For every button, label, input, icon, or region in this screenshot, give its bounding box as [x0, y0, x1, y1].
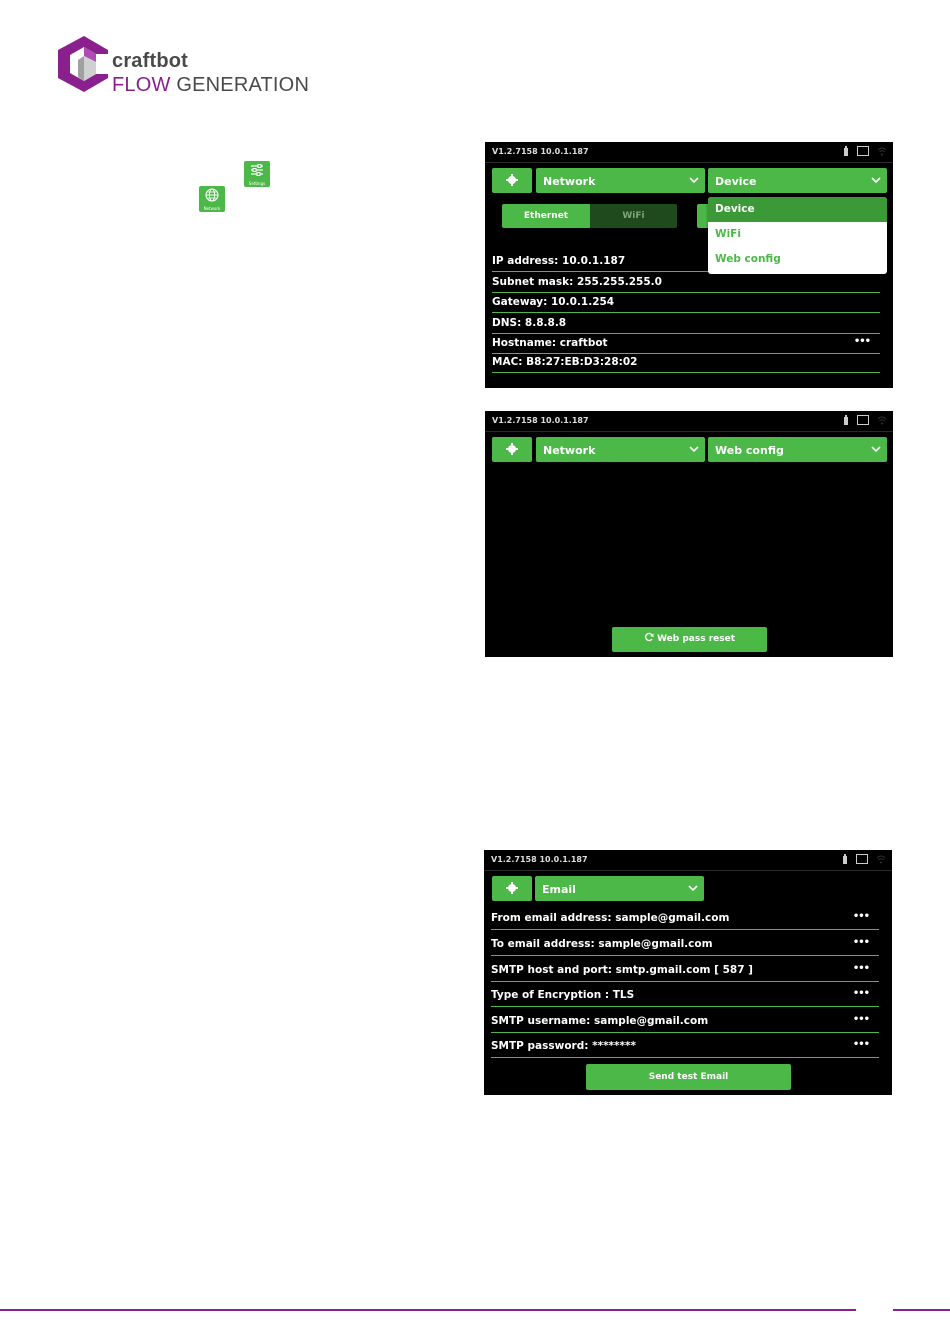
usb-icon [843, 146, 849, 156]
info-row [492, 313, 880, 334]
tagline-rest: GENERATION [170, 74, 310, 96]
mac-address: MAC: B8:27:EB:D3:28:02 [492, 356, 638, 368]
info-row [491, 960, 879, 982]
encryption-edit-button[interactable]: ••• [852, 988, 869, 999]
chevron-down-icon [871, 176, 881, 184]
settings-caption: Settings [248, 181, 266, 186]
info-row [492, 333, 880, 354]
from-email-edit-button[interactable]: ••• [852, 911, 869, 922]
network-app-icon [199, 186, 225, 212]
screen-network-device [485, 142, 893, 388]
version-label: V1.2.7158 10.0.1.187 [492, 147, 589, 156]
globe-icon [205, 188, 219, 202]
smtp-host-port: SMTP host and port: smtp.gmail.com [ 587 ] [491, 964, 753, 976]
send-test-email-button[interactable]: Send test Email [586, 1064, 791, 1090]
ip-address: IP address: 10.0.1.187 [492, 255, 626, 267]
hostname-edit-button[interactable]: ••• [853, 336, 870, 347]
tab-wifi[interactable]: WiFi [590, 204, 677, 228]
gear-icon [506, 174, 518, 186]
to-email: To email address: sample@gmail.com [491, 938, 713, 950]
smtp-password: SMTP password: ******** [491, 1040, 637, 1052]
smtp-password-edit-button[interactable]: ••• [852, 1039, 869, 1050]
menu-item-device[interactable]: Device [708, 197, 887, 222]
tab-ethernet[interactable]: Ethernet [502, 204, 590, 228]
screen-icon [857, 415, 869, 425]
screen-email [484, 850, 892, 1095]
status-bar [485, 142, 893, 163]
chevron-down-icon [689, 176, 699, 184]
web-pass-reset-label: Web pass reset [657, 634, 736, 644]
settings-app-icon [244, 161, 270, 187]
subnet-mask: Subnet mask: 255.255.255.0 [492, 276, 662, 288]
chevron-down-icon [871, 445, 881, 453]
info-row [492, 352, 880, 373]
web-config-dropdown[interactable] [708, 437, 887, 462]
device-dropdown[interactable] [708, 168, 887, 193]
info-row [492, 292, 880, 313]
footer-divider [0, 1309, 856, 1311]
menu-item-wifi[interactable]: WiFi [715, 228, 741, 240]
refresh-icon [644, 632, 654, 642]
screen-network-web-config [485, 411, 893, 657]
smtp-username: SMTP username: sample@gmail.com [491, 1015, 709, 1027]
email-dropdown-label: Email [542, 883, 576, 896]
hostname: Hostname: craftbot [492, 337, 608, 349]
gear-icon [506, 882, 518, 894]
gear-icon [506, 443, 518, 455]
network-dropdown-label: Network [543, 444, 596, 457]
network-caption: Network [203, 206, 221, 211]
brand-tagline [112, 74, 309, 97]
info-row [491, 1011, 879, 1033]
info-row [492, 272, 880, 293]
info-row [491, 1036, 879, 1058]
info-row [491, 985, 879, 1007]
web-pass-reset-button[interactable] [612, 627, 767, 652]
device-dropdown-label: Device [715, 175, 757, 188]
web-config-dropdown-label: Web config [715, 444, 784, 457]
footer-divider-right [893, 1309, 950, 1311]
usb-icon [842, 854, 848, 864]
usb-icon [843, 415, 849, 425]
screen-icon [856, 854, 868, 864]
settings-gear-button[interactable] [492, 168, 532, 193]
settings-gear-button[interactable] [492, 876, 532, 901]
device-dropdown-menu [708, 197, 887, 274]
wifi-icon [877, 415, 887, 425]
info-row [491, 908, 879, 930]
network-dropdown-label: Network [543, 175, 596, 188]
smtp-username-edit-button[interactable]: ••• [852, 1014, 869, 1025]
menu-item-web-config[interactable]: Web config [715, 253, 781, 265]
info-row [491, 934, 879, 956]
sliders-icon [250, 163, 264, 177]
settings-gear-button[interactable] [492, 437, 532, 462]
chevron-down-icon [689, 445, 699, 453]
brand-name: craftbot [112, 50, 189, 72]
version-label: V1.2.7158 10.0.1.187 [491, 855, 588, 864]
status-bar [485, 411, 893, 432]
encryption-type: Type of Encryption : TLS [491, 989, 635, 1001]
craftbot-logo [56, 34, 316, 98]
email-dropdown[interactable] [535, 876, 704, 901]
from-email: From email address: sample@gmail.com [491, 912, 730, 924]
smtp-host-edit-button[interactable]: ••• [852, 963, 869, 974]
craftbot-logo-icon [56, 34, 112, 94]
gateway: Gateway: 10.0.1.254 [492, 296, 615, 308]
version-label: V1.2.7158 10.0.1.187 [492, 416, 589, 425]
wifi-icon [877, 146, 887, 156]
tagline-accent: FLOW [112, 74, 171, 96]
to-email-edit-button[interactable]: ••• [852, 937, 869, 948]
dns: DNS: 8.8.8.8 [492, 317, 567, 329]
network-dropdown[interactable] [536, 168, 705, 193]
network-dropdown[interactable] [536, 437, 705, 462]
status-bar [484, 850, 892, 871]
screen-icon [857, 146, 869, 156]
wifi-icon [876, 854, 886, 864]
chevron-down-icon [688, 884, 698, 892]
